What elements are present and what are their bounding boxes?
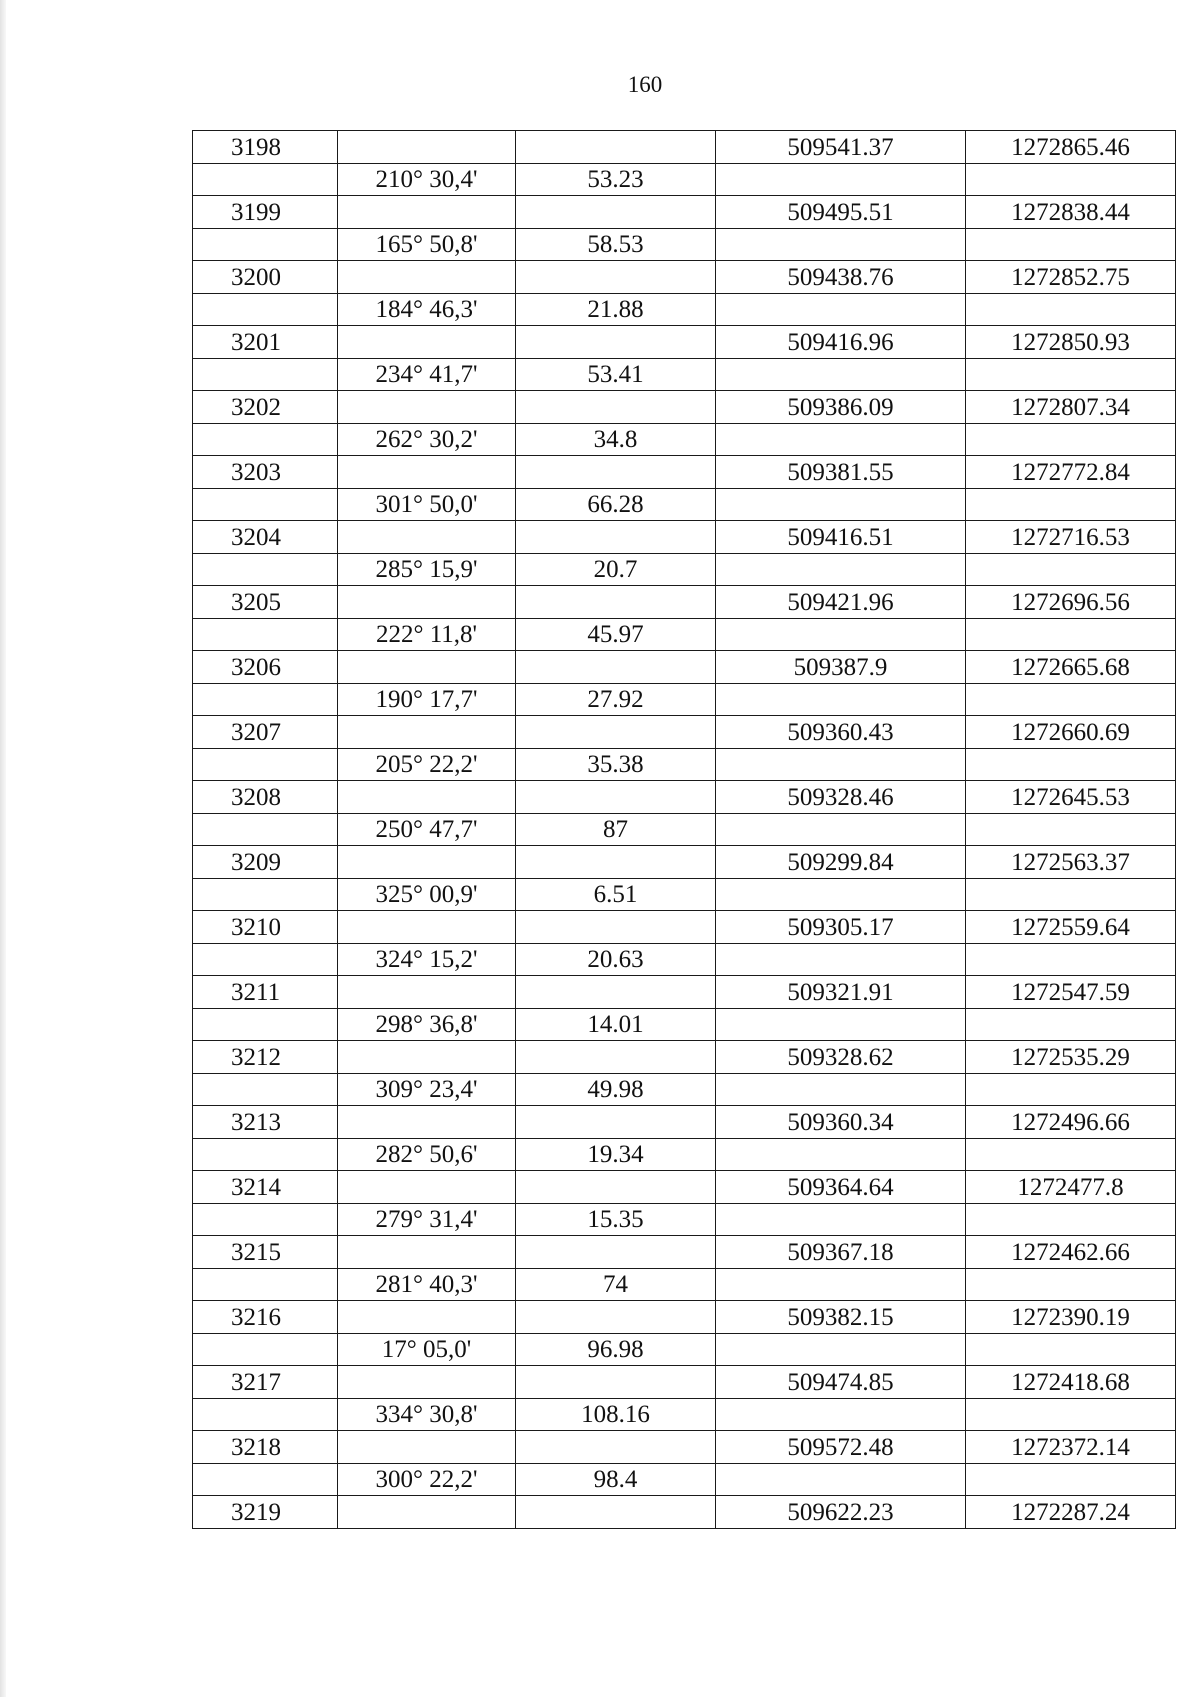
point-number-cell [193, 683, 338, 716]
x-coordinate-cell: 509416.51 [716, 521, 966, 554]
distance-cell [516, 456, 716, 489]
y-coordinate-cell [966, 358, 1176, 391]
distance-cell [516, 326, 716, 359]
bearing-cell [338, 456, 516, 489]
x-coordinate-cell [716, 1203, 966, 1236]
distance-cell: 19.34 [516, 1138, 716, 1171]
point-number-cell [193, 813, 338, 846]
bearing-cell: 17° 05,0' [338, 1333, 516, 1366]
x-coordinate-cell [716, 228, 966, 261]
distance-cell: 6.51 [516, 878, 716, 911]
point-number-cell [193, 358, 338, 391]
y-coordinate-cell [966, 163, 1176, 196]
x-coordinate-cell [716, 293, 966, 326]
distance-cell: 35.38 [516, 748, 716, 781]
table-row [193, 1268, 1176, 1301]
bearing-cell [338, 716, 516, 749]
x-coordinate-cell: 509382.15 [716, 1301, 966, 1334]
distance-cell [516, 1431, 716, 1464]
x-coordinate-cell: 509386.09 [716, 391, 966, 424]
table-row [193, 456, 1176, 489]
y-coordinate-cell [966, 878, 1176, 911]
x-coordinate-cell: 509364.64 [716, 1171, 966, 1204]
y-coordinate-cell [966, 618, 1176, 651]
x-coordinate-cell: 509438.76 [716, 261, 966, 294]
point-number-cell: 3205 [193, 586, 338, 619]
table-row [193, 1333, 1176, 1366]
y-coordinate-cell [966, 488, 1176, 521]
y-coordinate-cell [966, 1138, 1176, 1171]
point-number-cell [193, 488, 338, 521]
y-coordinate-cell: 1272547.59 [966, 976, 1176, 1009]
bearing-cell: 279° 31,4' [338, 1203, 516, 1236]
table-row [193, 1496, 1176, 1529]
table-row [193, 1203, 1176, 1236]
distance-cell [516, 1041, 716, 1074]
distance-cell: 21.88 [516, 293, 716, 326]
bearing-cell [338, 1496, 516, 1529]
x-coordinate-cell [716, 1333, 966, 1366]
x-coordinate-cell: 509541.37 [716, 131, 966, 164]
table-row [193, 196, 1176, 229]
table-row [193, 358, 1176, 391]
table-row [193, 878, 1176, 911]
table-row [193, 1171, 1176, 1204]
y-coordinate-cell [966, 943, 1176, 976]
y-coordinate-cell: 1272418.68 [966, 1366, 1176, 1399]
point-number-cell: 3198 [193, 131, 338, 164]
y-coordinate-cell: 1272838.44 [966, 196, 1176, 229]
distance-cell [516, 586, 716, 619]
table-row [193, 1398, 1176, 1431]
x-coordinate-cell [716, 488, 966, 521]
bearing-cell [338, 976, 516, 1009]
y-coordinate-cell [966, 423, 1176, 456]
point-number-cell [193, 293, 338, 326]
y-coordinate-cell [966, 1008, 1176, 1041]
point-number-cell: 3210 [193, 911, 338, 944]
table-row [193, 943, 1176, 976]
y-coordinate-cell: 1272559.64 [966, 911, 1176, 944]
bearing-cell [338, 1041, 516, 1074]
bearing-cell: 285° 15,9' [338, 553, 516, 586]
table-row [193, 521, 1176, 554]
bearing-cell: 262° 30,2' [338, 423, 516, 456]
point-number-cell [193, 1138, 338, 1171]
y-coordinate-cell: 1272287.24 [966, 1496, 1176, 1529]
table-row [193, 716, 1176, 749]
point-number-cell: 3206 [193, 651, 338, 684]
distance-cell: 20.7 [516, 553, 716, 586]
point-number-cell [193, 1268, 338, 1301]
x-coordinate-cell [716, 748, 966, 781]
bearing-cell [338, 1106, 516, 1139]
y-coordinate-cell: 1272390.19 [966, 1301, 1176, 1334]
point-number-cell: 3217 [193, 1366, 338, 1399]
table-row [193, 683, 1176, 716]
distance-cell [516, 131, 716, 164]
point-number-cell [193, 423, 338, 456]
bearing-cell: 324° 15,2' [338, 943, 516, 976]
y-coordinate-cell [966, 683, 1176, 716]
x-coordinate-cell [716, 1268, 966, 1301]
x-coordinate-cell: 509622.23 [716, 1496, 966, 1529]
table-row [193, 1041, 1176, 1074]
distance-cell: 34.8 [516, 423, 716, 456]
table-row [193, 618, 1176, 651]
x-coordinate-cell: 509305.17 [716, 911, 966, 944]
table-row [193, 131, 1176, 164]
distance-cell [516, 651, 716, 684]
bearing-cell: 184° 46,3' [338, 293, 516, 326]
x-coordinate-cell: 509495.51 [716, 196, 966, 229]
y-coordinate-cell [966, 1203, 1176, 1236]
bearing-cell [338, 1431, 516, 1464]
point-number-cell: 3203 [193, 456, 338, 489]
distance-cell [516, 846, 716, 879]
point-number-cell [193, 553, 338, 586]
bearing-cell: 205° 22,2' [338, 748, 516, 781]
y-coordinate-cell: 1272477.8 [966, 1171, 1176, 1204]
bearing-cell [338, 1171, 516, 1204]
y-coordinate-cell: 1272772.84 [966, 456, 1176, 489]
table-row [193, 163, 1176, 196]
distance-cell [516, 1301, 716, 1334]
x-coordinate-cell: 509572.48 [716, 1431, 966, 1464]
y-coordinate-cell [966, 1333, 1176, 1366]
x-coordinate-cell: 509328.46 [716, 781, 966, 814]
distance-cell: 45.97 [516, 618, 716, 651]
x-coordinate-cell [716, 1073, 966, 1106]
point-number-cell: 3199 [193, 196, 338, 229]
table-row [193, 846, 1176, 879]
point-number-cell: 3204 [193, 521, 338, 554]
point-number-cell: 3201 [193, 326, 338, 359]
table-row [193, 1008, 1176, 1041]
x-coordinate-cell [716, 878, 966, 911]
x-coordinate-cell [716, 1138, 966, 1171]
table-row [193, 813, 1176, 846]
point-number-cell [193, 1073, 338, 1106]
bearing-cell: 309° 23,4' [338, 1073, 516, 1106]
bearing-cell: 250° 47,7' [338, 813, 516, 846]
distance-cell [516, 1496, 716, 1529]
table-row [193, 1073, 1176, 1106]
x-coordinate-cell: 509474.85 [716, 1366, 966, 1399]
point-number-cell: 3207 [193, 716, 338, 749]
distance-cell: 53.23 [516, 163, 716, 196]
distance-cell [516, 196, 716, 229]
point-number-cell [193, 748, 338, 781]
x-coordinate-cell [716, 943, 966, 976]
page-number: 160 [627, 72, 663, 97]
distance-cell: 98.4 [516, 1463, 716, 1496]
y-coordinate-cell: 1272850.93 [966, 326, 1176, 359]
y-coordinate-cell [966, 1073, 1176, 1106]
table-row [193, 1366, 1176, 1399]
distance-cell: 27.92 [516, 683, 716, 716]
bearing-cell: 222° 11,8' [338, 618, 516, 651]
bearing-cell: 165° 50,8' [338, 228, 516, 261]
point-number-cell: 3214 [193, 1171, 338, 1204]
table-row [193, 1138, 1176, 1171]
table-row [193, 1236, 1176, 1269]
x-coordinate-cell: 509416.96 [716, 326, 966, 359]
bearing-cell [338, 196, 516, 229]
y-coordinate-cell: 1272716.53 [966, 521, 1176, 554]
table-row [193, 1431, 1176, 1464]
point-number-cell: 3200 [193, 261, 338, 294]
distance-cell [516, 911, 716, 944]
x-coordinate-cell [716, 1008, 966, 1041]
bearing-cell [338, 521, 516, 554]
point-number-cell [193, 1008, 338, 1041]
bearing-cell [338, 131, 516, 164]
x-coordinate-cell: 509367.18 [716, 1236, 966, 1269]
table-row [193, 1106, 1176, 1139]
y-coordinate-cell: 1272496.66 [966, 1106, 1176, 1139]
bearing-cell: 298° 36,8' [338, 1008, 516, 1041]
distance-cell: 49.98 [516, 1073, 716, 1106]
distance-cell: 87 [516, 813, 716, 846]
distance-cell: 74 [516, 1268, 716, 1301]
point-number-cell: 3202 [193, 391, 338, 424]
x-coordinate-cell: 509328.62 [716, 1041, 966, 1074]
y-coordinate-cell [966, 228, 1176, 261]
distance-cell: 108.16 [516, 1398, 716, 1431]
distance-cell [516, 1106, 716, 1139]
distance-cell: 20.63 [516, 943, 716, 976]
x-coordinate-cell: 509299.84 [716, 846, 966, 879]
distance-cell: 15.35 [516, 1203, 716, 1236]
x-coordinate-cell [716, 163, 966, 196]
distance-cell [516, 716, 716, 749]
bearing-cell: 281° 40,3' [338, 1268, 516, 1301]
y-coordinate-cell [966, 1268, 1176, 1301]
bearing-cell: 210° 30,4' [338, 163, 516, 196]
coordinates-table-body [193, 131, 1176, 1529]
distance-cell: 14.01 [516, 1008, 716, 1041]
table-row [193, 391, 1176, 424]
table-row [193, 911, 1176, 944]
point-number-cell: 3215 [193, 1236, 338, 1269]
x-coordinate-cell [716, 423, 966, 456]
table-row [193, 1463, 1176, 1496]
table-row [193, 423, 1176, 456]
y-coordinate-cell [966, 748, 1176, 781]
x-coordinate-cell: 509360.43 [716, 716, 966, 749]
x-coordinate-cell: 509421.96 [716, 586, 966, 619]
y-coordinate-cell: 1272535.29 [966, 1041, 1176, 1074]
x-coordinate-cell: 509321.91 [716, 976, 966, 1009]
point-number-cell [193, 1333, 338, 1366]
table-row [193, 228, 1176, 261]
table-row [193, 976, 1176, 1009]
bearing-cell: 282° 50,6' [338, 1138, 516, 1171]
point-number-cell [193, 1463, 338, 1496]
table-row [193, 748, 1176, 781]
table-row [193, 293, 1176, 326]
point-number-cell: 3219 [193, 1496, 338, 1529]
x-coordinate-cell [716, 683, 966, 716]
table-row [193, 261, 1176, 294]
y-coordinate-cell: 1272372.14 [966, 1431, 1176, 1464]
table-row [193, 586, 1176, 619]
y-coordinate-cell [966, 1398, 1176, 1431]
distance-cell [516, 1366, 716, 1399]
x-coordinate-cell: 509360.34 [716, 1106, 966, 1139]
point-number-cell: 3209 [193, 846, 338, 879]
bearing-cell [338, 651, 516, 684]
point-number-cell [193, 878, 338, 911]
table-row [193, 781, 1176, 814]
point-number-cell: 3212 [193, 1041, 338, 1074]
distance-cell [516, 781, 716, 814]
bearing-cell: 334° 30,8' [338, 1398, 516, 1431]
table-row [193, 488, 1176, 521]
bearing-cell: 234° 41,7' [338, 358, 516, 391]
bearing-cell [338, 911, 516, 944]
scan-edge-shadow [0, 0, 6, 1697]
table-row [193, 651, 1176, 684]
distance-cell: 58.53 [516, 228, 716, 261]
y-coordinate-cell: 1272665.68 [966, 651, 1176, 684]
bearing-cell [338, 1236, 516, 1269]
point-number-cell: 3213 [193, 1106, 338, 1139]
distance-cell [516, 391, 716, 424]
point-number-cell: 3211 [193, 976, 338, 1009]
coordinates-table [192, 130, 1176, 1529]
bearing-cell [338, 391, 516, 424]
bearing-cell: 300° 22,2' [338, 1463, 516, 1496]
x-coordinate-cell [716, 618, 966, 651]
distance-cell: 66.28 [516, 488, 716, 521]
x-coordinate-cell [716, 1463, 966, 1496]
distance-cell: 96.98 [516, 1333, 716, 1366]
bearing-cell [338, 781, 516, 814]
x-coordinate-cell: 509387.9 [716, 651, 966, 684]
bearing-cell [338, 1366, 516, 1399]
distance-cell: 53.41 [516, 358, 716, 391]
bearing-cell [338, 846, 516, 879]
y-coordinate-cell [966, 553, 1176, 586]
bearing-cell [338, 586, 516, 619]
point-number-cell: 3216 [193, 1301, 338, 1334]
point-number-cell [193, 618, 338, 651]
point-number-cell [193, 1398, 338, 1431]
point-number-cell [193, 228, 338, 261]
bearing-cell [338, 1301, 516, 1334]
y-coordinate-cell: 1272660.69 [966, 716, 1176, 749]
point-number-cell [193, 1203, 338, 1236]
y-coordinate-cell: 1272852.75 [966, 261, 1176, 294]
bearing-cell [338, 261, 516, 294]
y-coordinate-cell: 1272865.46 [966, 131, 1176, 164]
bearing-cell: 190° 17,7' [338, 683, 516, 716]
y-coordinate-cell: 1272807.34 [966, 391, 1176, 424]
y-coordinate-cell [966, 1463, 1176, 1496]
table-row [193, 1301, 1176, 1334]
y-coordinate-cell: 1272462.66 [966, 1236, 1176, 1269]
y-coordinate-cell: 1272563.37 [966, 846, 1176, 879]
point-number-cell: 3218 [193, 1431, 338, 1464]
bearing-cell: 301° 50,0' [338, 488, 516, 521]
table-row [193, 553, 1176, 586]
y-coordinate-cell: 1272696.56 [966, 586, 1176, 619]
x-coordinate-cell [716, 358, 966, 391]
distance-cell [516, 261, 716, 294]
distance-cell [516, 521, 716, 554]
y-coordinate-cell [966, 293, 1176, 326]
bearing-cell: 325° 00,9' [338, 878, 516, 911]
point-number-cell [193, 163, 338, 196]
distance-cell [516, 976, 716, 1009]
table-row [193, 326, 1176, 359]
x-coordinate-cell [716, 553, 966, 586]
point-number-cell [193, 943, 338, 976]
y-coordinate-cell: 1272645.53 [966, 781, 1176, 814]
point-number-cell: 3208 [193, 781, 338, 814]
x-coordinate-cell [716, 813, 966, 846]
x-coordinate-cell [716, 1398, 966, 1431]
x-coordinate-cell: 509381.55 [716, 456, 966, 489]
bearing-cell [338, 326, 516, 359]
distance-cell [516, 1171, 716, 1204]
y-coordinate-cell [966, 813, 1176, 846]
distance-cell [516, 1236, 716, 1269]
